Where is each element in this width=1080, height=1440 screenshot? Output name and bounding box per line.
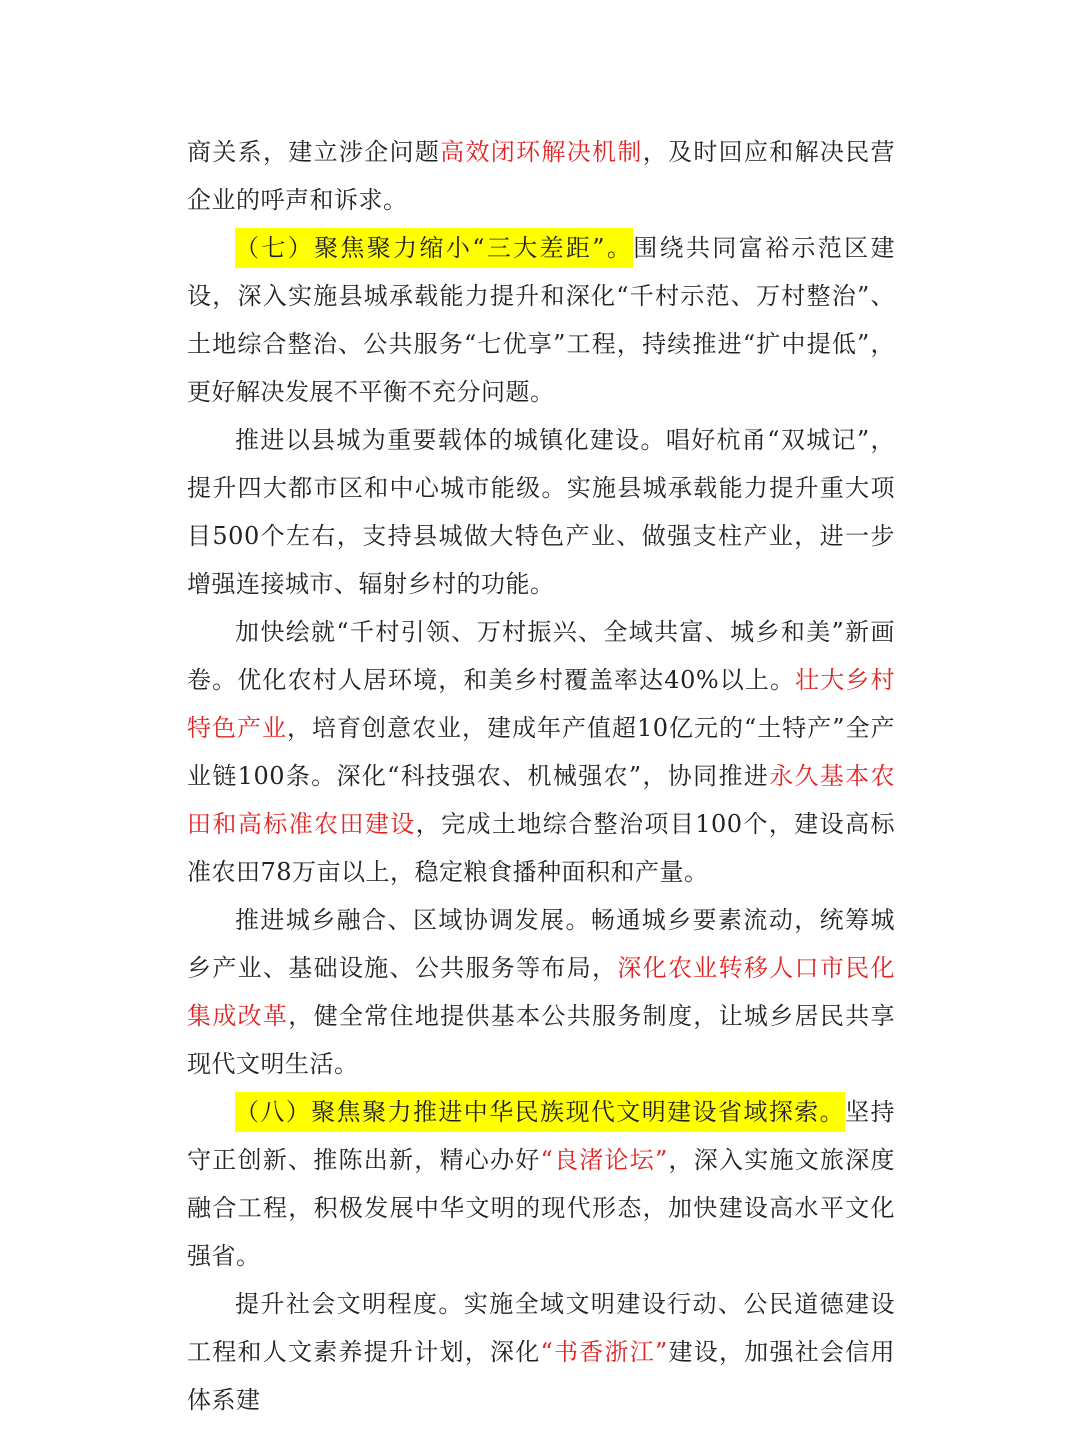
paragraph: [187, 128, 895, 224]
paragraph: [187, 416, 895, 608]
paragraph: [187, 896, 895, 1088]
red-emphasis-text: 高效闭环解决机制: [440, 138, 643, 166]
red-emphasis-text: 永久基本农田和高标准农田建设: [187, 762, 895, 838]
body-text: 建设，加强社会信用体系建: [187, 1338, 895, 1414]
body-text: ，及时回应和解决民营企业的呼声和诉求。: [187, 138, 896, 214]
paragraph: [187, 1088, 895, 1280]
body-text: ，培育创意农业，建成年产值超10亿元的“土特产”全产业链100条。深化“科技强农、机械强农”，协同推进: [187, 714, 896, 790]
highlighted-heading: （七）聚焦聚力缩小“三大差距”。: [235, 228, 633, 268]
body-text: ，深入实施文旅深度融合工程，积极发展中华文明的现代形态，加快建设高水平文化强省。: [187, 1146, 895, 1270]
red-emphasis-text: 深化农业转移人口市民化集成改革: [187, 954, 896, 1030]
body-text: ，健全常住地提供基本公共服务制度，让城乡居民共享现代文明生活。: [187, 1002, 896, 1078]
body-text: 商关系，建立涉企问题: [187, 138, 441, 166]
paragraph: [187, 1280, 895, 1424]
body-text: 推进城乡融合、区域协调发展。畅通城乡要素流动，统筹城乡产业、基础设施、公共服务等布局，: [187, 906, 895, 982]
body-text: 加快绘就“千村引领、万村振兴、全域共富、城乡和美”新画卷。优化农村人居环境，和美乡村覆盖率达40%以上。: [187, 618, 895, 694]
body-text: 坚持守正创新、推陈出新，精心办好: [187, 1098, 895, 1174]
paragraph: [187, 224, 895, 416]
body-text: 围绕共同富裕示范区建设，深入实施县城承载能力提升和深化“千村示范、万村整治”、土地综合整治、公共服务“七优享”工程，持续推进“扩中提低”，更好解决发展不平衡不充分问题。: [187, 234, 896, 406]
body-text: ，完成土地综合整治项目100个，建设高标准农田78万亩以上，稳定粮食播种面积和产量。: [187, 810, 895, 886]
paragraph: [187, 608, 895, 896]
body-text: 提升社会文明程度。实施全域文明建设行动、公民道德建设工程和人文素养提升计划，深化: [187, 1290, 895, 1366]
body-text: 推进以县城为重要载体的城镇化建设。唱好杭甬“双城记”，提升四大都市区和中心城市能级。实施县城承载能力提升重大项目500个左右，支持县城做大特色产业、做强支柱产业，进一步增强连接城市、辐射乡村的功能。: [187, 426, 895, 598]
highlighted-heading: （八）聚焦聚力推进中华民族现代文明建设省域探索。: [235, 1092, 845, 1132]
red-emphasis-text: “良渚论坛”: [540, 1146, 668, 1174]
document-body: [187, 128, 895, 1424]
red-emphasis-text: 壮大乡村特色产业: [187, 666, 896, 742]
red-emphasis-text: “书香浙江”: [540, 1338, 668, 1366]
